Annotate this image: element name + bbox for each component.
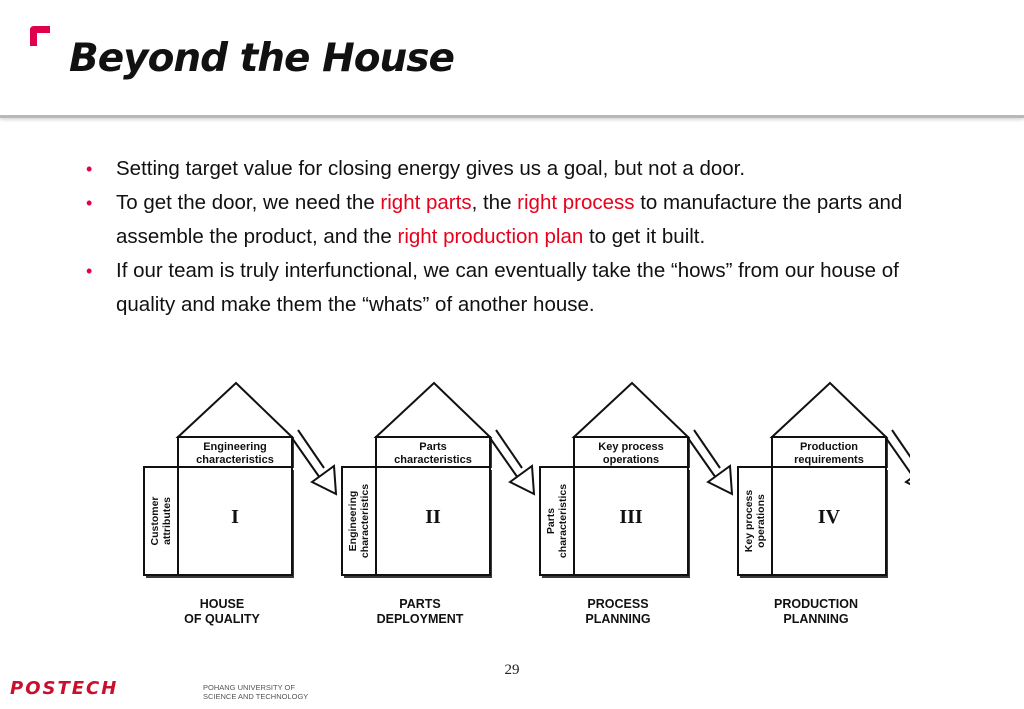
university-line-2: SCIENCE AND TECHNOLOGY <box>203 692 309 701</box>
side-label: characteristics <box>359 483 371 559</box>
side-label-group <box>149 496 173 545</box>
transfer-arrow-line-2 <box>298 430 324 468</box>
side-label: characteristics <box>557 483 569 559</box>
bullet-text: , the <box>471 191 518 214</box>
roof-triangle <box>574 383 688 437</box>
house-caption: HOUSE <box>199 597 245 611</box>
house-numeral: IV <box>817 506 841 528</box>
postech-logo <box>10 678 309 701</box>
slide-title: Beyond the House <box>69 36 454 81</box>
house-2 <box>342 383 534 626</box>
side-label: Customer <box>149 496 161 546</box>
university-line-1: POHANG UNIVERSITY OF <box>203 683 295 692</box>
side-label-group <box>743 490 767 553</box>
bullet-marker-icon: • <box>86 159 93 179</box>
bullet-item <box>86 186 946 254</box>
transfer-arrow-line-1 <box>688 438 716 478</box>
house-caption: PARTS <box>399 597 441 611</box>
house-numeral: III <box>619 506 643 528</box>
bullet-text: If our team is truly interfunctional, we can eventually take the “hows” from our house of quality and make them the “whats” of another house. <box>116 259 899 316</box>
house-caption: DEPLOYMENT <box>376 612 464 626</box>
roof-label: characteristics <box>394 454 472 466</box>
house-caption: PROCESS <box>587 597 649 611</box>
bullet-text: to get it built. <box>583 225 706 248</box>
roof-triangle <box>178 383 292 437</box>
side-label: operations <box>755 494 767 548</box>
house-3 <box>540 383 732 626</box>
transfer-arrow-line-1 <box>490 438 518 478</box>
house-caption: PLANNING <box>783 612 849 626</box>
transfer-arrow-line-1 <box>886 438 910 478</box>
roof-label: Parts <box>419 441 447 453</box>
slide-header <box>0 0 1024 118</box>
roof-label: Production <box>799 441 859 453</box>
transfer-arrow-line-2 <box>496 430 522 468</box>
highlighted-phrase: right parts <box>380 191 472 214</box>
roof-label: operations <box>602 454 660 466</box>
bullet-text: To get the door, we need the <box>116 191 381 214</box>
roof-label: requirements <box>794 454 864 466</box>
house-numeral: II <box>425 506 441 528</box>
transfer-arrow-line-2 <box>694 430 720 468</box>
side-label: attributes <box>161 497 173 545</box>
bullet-marker-icon: • <box>86 261 93 281</box>
page-number: 29 <box>504 662 520 678</box>
bullet-text: Setting target value for closing energy gives us a goal, but not a door. <box>116 157 746 180</box>
logo-wordmark: POSTECH <box>10 678 119 699</box>
side-label: Parts <box>545 507 557 535</box>
house-4 <box>738 383 910 626</box>
side-label-group <box>347 484 371 558</box>
bullet-item <box>86 254 946 322</box>
four-houses-diagram <box>130 370 910 640</box>
transfer-arrow-line-1 <box>292 438 320 478</box>
house-caption: PLANNING <box>585 612 651 626</box>
side-label: Key process <box>743 489 755 553</box>
roof-triangle <box>376 383 490 437</box>
bullet-list <box>86 152 946 322</box>
corner-accent-mark <box>30 26 50 46</box>
bullet-marker-icon: • <box>86 193 93 213</box>
bullet-text: to manufacture the parts and assemble the product, and the <box>116 191 903 248</box>
house-caption: PRODUCTION <box>773 597 859 611</box>
roof-triangle <box>772 383 886 437</box>
highlighted-phrase: right production plan <box>397 225 584 248</box>
side-label: Engineering <box>347 490 359 552</box>
house-1 <box>144 383 336 626</box>
roof-label: Engineering <box>203 441 267 453</box>
roof-label: characteristics <box>196 454 274 466</box>
university-name <box>203 683 343 701</box>
house-numeral: I <box>231 506 239 528</box>
house-caption: OF QUALITY <box>184 612 260 626</box>
highlighted-phrase: right process <box>517 191 635 214</box>
bullet-item <box>86 152 946 186</box>
roof-label: Key process <box>598 441 664 453</box>
